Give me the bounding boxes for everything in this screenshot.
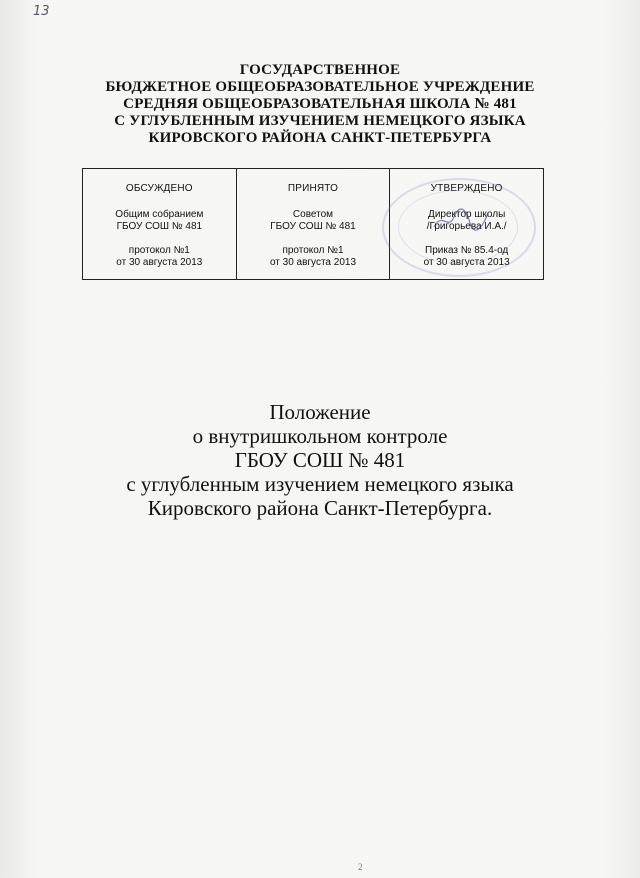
approval-heading: УТВЕРЖДЕНО xyxy=(430,183,503,194)
title-line: Положение xyxy=(269,400,371,424)
approval-protocol-line: от 30 августа 2013 xyxy=(269,257,357,268)
page-number: 2 xyxy=(358,862,363,872)
title-line: о внутришкольном контроле xyxy=(192,424,448,448)
approval-protocol-line: от 30 августа 2013 xyxy=(116,257,203,268)
approval-body-line: /Григорьева И.А./ xyxy=(426,221,507,232)
header-line: БЮДЖЕТНОЕ ОБЩЕОБРАЗОВАТЕЛЬНОЕ УЧРЕЖДЕНИЕ xyxy=(105,79,535,95)
approval-body-line: ГБОУ СОШ № 481 xyxy=(270,221,356,232)
approval-body-line: Общим собранием xyxy=(115,209,204,220)
title-line: ГБОУ СОШ № 481 xyxy=(234,448,406,472)
approval-heading: ОБСУЖДЕНО xyxy=(125,183,193,194)
header-line: С УГЛУБЛЕННЫМ ИЗУЧЕНИЕМ НЕМЕЦКОГО ЯЗЫКА xyxy=(114,113,526,129)
header-line: КИРОВСКОГО РАЙОНА САНКТ-ПЕТЕРБУРГА xyxy=(148,130,492,146)
approval-protocol-line: протокол №1 xyxy=(128,245,190,256)
document-title xyxy=(0,400,640,520)
approval-cell-discussed xyxy=(83,169,237,280)
approval-heading: ПРИНЯТО xyxy=(287,183,339,194)
title-line: Кировского района Санкт-Петербурга. xyxy=(147,496,493,520)
approval-protocol-line: от 30 августа 2013 xyxy=(423,257,510,268)
institution-header xyxy=(0,62,640,147)
margin-note: 13 xyxy=(33,4,50,19)
header-line: СРЕДНЯЯ ОБЩЕОБРАЗОВАТЕЛЬНАЯ ШКОЛА № 481 xyxy=(123,96,517,112)
approval-body-line: ГБОУ СОШ № 481 xyxy=(116,221,203,232)
title-line: с углубленным изучением немецкого языка xyxy=(126,472,514,496)
approval-body-line: Директор школы xyxy=(428,209,506,220)
approval-protocol-line: протокол №1 xyxy=(282,245,344,256)
approval-cell-accepted xyxy=(236,169,390,280)
signature-icon xyxy=(430,205,490,235)
approval-body-line: Советом xyxy=(292,209,334,220)
header-line: ГОСУДАРСТВЕННОЕ xyxy=(239,62,401,78)
approval-protocol-line: Приказ № 85.4-од xyxy=(425,245,509,256)
